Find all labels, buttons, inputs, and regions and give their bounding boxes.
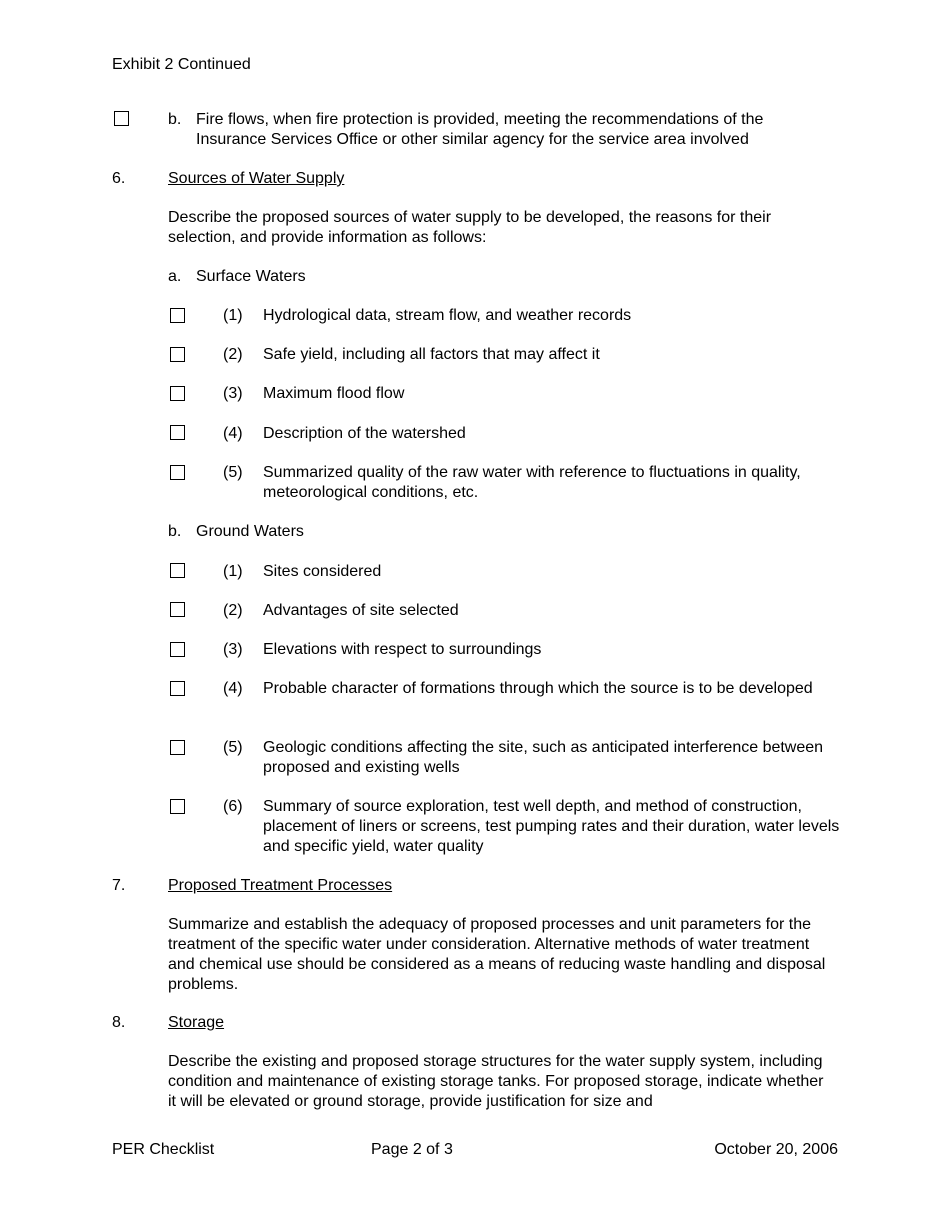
item-number: (2) bbox=[223, 346, 243, 363]
item-text-fire-flows: Fire flows, when fire protection is provided, meeting the recommendations of the Insurance Services Office or other similar agency for the service area involved bbox=[196, 111, 764, 148]
footer-page-number: Page 2 of 3 bbox=[371, 1141, 453, 1158]
subsection-title-ground-waters: Ground Waters bbox=[196, 523, 304, 540]
item-number: (4) bbox=[223, 425, 243, 442]
checkbox-surface-1[interactable] bbox=[170, 308, 185, 323]
checkbox-ground-6[interactable] bbox=[170, 799, 185, 814]
item-number: (1) bbox=[223, 563, 243, 580]
checkbox-ground-3[interactable] bbox=[170, 642, 185, 657]
item-number: (5) bbox=[223, 739, 243, 756]
item-text: Geologic conditions affecting the site, such as anticipated interference between proposed and existing wells bbox=[263, 739, 824, 776]
checkbox-ground-2[interactable] bbox=[170, 602, 185, 617]
section-title-storage: Storage bbox=[168, 1014, 225, 1031]
section-number: 7. bbox=[112, 877, 126, 894]
subsection-letter: a. bbox=[168, 268, 182, 285]
section-title-water-supply: Sources of Water Supply bbox=[168, 170, 345, 187]
item-text: Summary of source exploration, test well depth, and method of construction, placement of liners or screens, test pumping rates and their duration, water levels and specific yield, water quality bbox=[263, 798, 840, 855]
item-text: Probable character of formations through which the source is to be developed bbox=[263, 680, 813, 697]
checkbox-surface-5[interactable] bbox=[170, 465, 185, 480]
item-text: Safe yield, including all factors that may affect it bbox=[263, 346, 600, 363]
item-text: Sites considered bbox=[263, 563, 382, 580]
checkbox-ground-5[interactable] bbox=[170, 740, 185, 755]
item-number: (3) bbox=[223, 641, 243, 658]
page-header: Exhibit 2 Continued bbox=[112, 56, 251, 73]
item-number: (3) bbox=[223, 385, 243, 402]
section-intro: Describe the proposed sources of water supply to be developed, the reasons for their selection, and provide information as follows: bbox=[168, 209, 772, 246]
checkbox-surface-2[interactable] bbox=[170, 347, 185, 362]
section-text-storage: Describe the existing and proposed storage structures for the water supply system, including condition and maintenance of existing storage tanks. For proposed storage, indicate whether it will be elevated or ground storage, provide justification for size and bbox=[168, 1053, 824, 1110]
subsection-title-surface-waters: Surface Waters bbox=[196, 268, 306, 285]
footer-date: October 20, 2006 bbox=[714, 1141, 838, 1158]
checkbox-ground-1[interactable] bbox=[170, 563, 185, 578]
checkbox-surface-4[interactable] bbox=[170, 425, 185, 440]
item-text: Elevations with respect to surroundings bbox=[263, 641, 542, 658]
item-number: (5) bbox=[223, 464, 243, 481]
section-title-treatment: Proposed Treatment Processes bbox=[168, 877, 393, 894]
item-text: Maximum flood flow bbox=[263, 385, 405, 402]
checkbox-surface-3[interactable] bbox=[170, 386, 185, 401]
section-number: 8. bbox=[112, 1014, 126, 1031]
checkbox-fire-flows[interactable] bbox=[114, 111, 129, 126]
footer-left: PER Checklist bbox=[112, 1141, 215, 1158]
section-text-treatment: Summarize and establish the adequacy of proposed processes and unit parameters for the treatment of the specific water under consideration. Alternative methods of water treatment and chemical use should be considered as a means of reducing waste handling and disposal problems. bbox=[168, 916, 826, 993]
item-number: (6) bbox=[223, 798, 243, 815]
section-number: 6. bbox=[112, 170, 126, 187]
item-text: Advantages of site selected bbox=[263, 602, 459, 619]
item-text: Summarized quality of the raw water with reference to fluctuations in quality, meteorological conditions, etc. bbox=[263, 464, 801, 501]
item-text: Description of the watershed bbox=[263, 425, 466, 442]
checkbox-ground-4[interactable] bbox=[170, 681, 185, 696]
item-number: (4) bbox=[223, 680, 243, 697]
item-number: (1) bbox=[223, 307, 243, 324]
item-number: (2) bbox=[223, 602, 243, 619]
item-letter: b. bbox=[168, 111, 182, 128]
subsection-letter: b. bbox=[168, 523, 182, 540]
item-text: Hydrological data, stream flow, and weather records bbox=[263, 307, 632, 324]
